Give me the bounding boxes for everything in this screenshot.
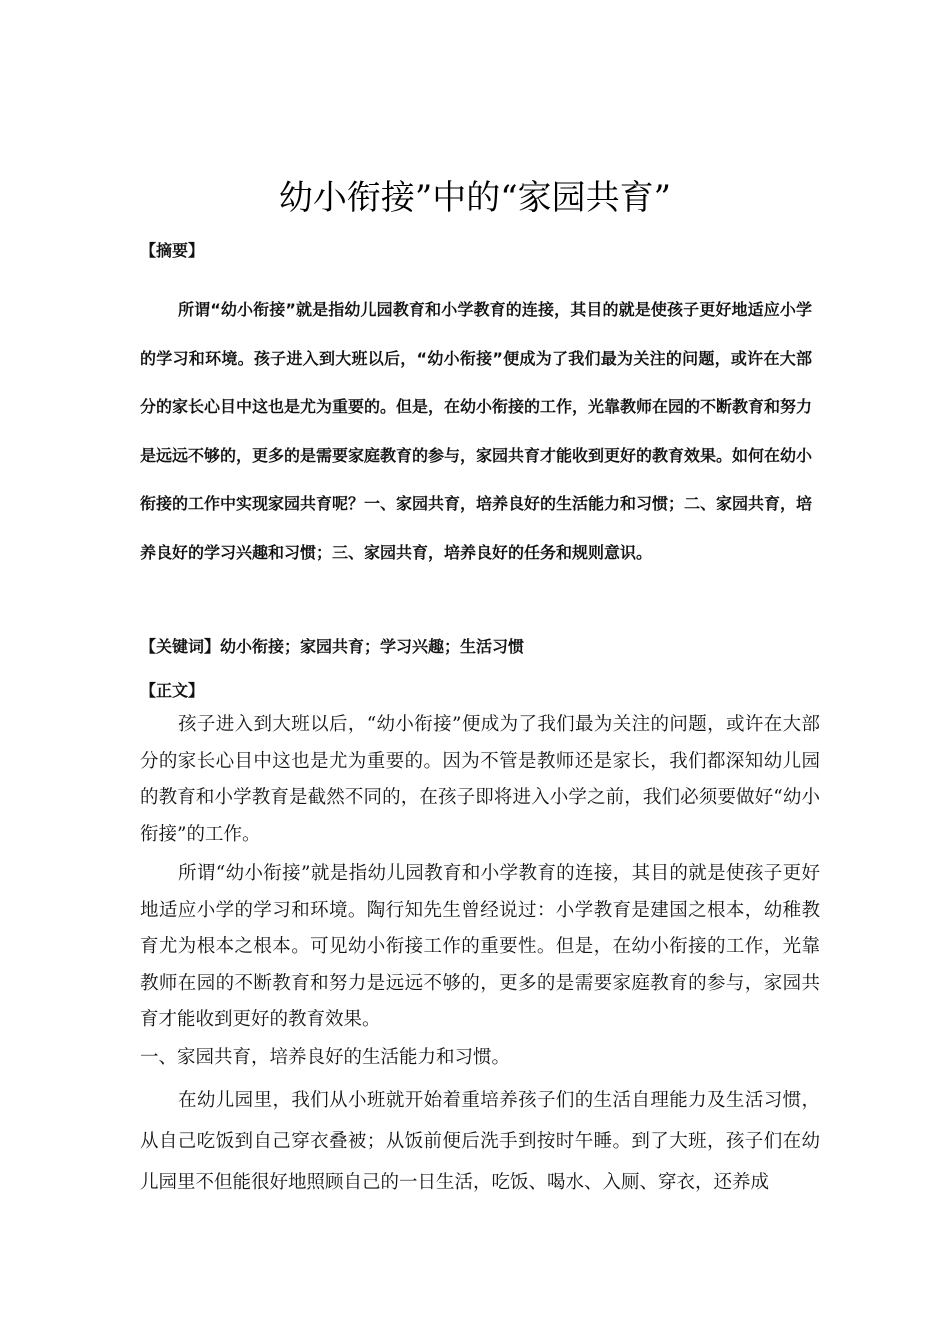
keywords-text: 幼小衔接；家园共育；学习兴趣；生活习惯 — [220, 637, 525, 656]
abstract-heading: 【摘要】 — [140, 241, 205, 260]
body-paragraph-1: 孩子进入到大班以后，“幼小衔接”便成为了我们最为关注的问题，或许在大部分的家长心目中这也是尤为重要的。因为不管是教师还是家长，我们都深知幼儿园的教育和小学教育是截然不同的，在孩子即将进入小学之前，我们必须要做好“幼小衔接”的工作。 — [140, 714, 820, 845]
body-paragraph-3: 在幼儿园里，我们从小班就开始着重培养孩子们的生活自理能力及生活习惯，从自己吃饭到自己穿衣叠被；从饭前便后洗手到按时午睡。到了大班，孩子们在幼儿园里不但能很好地照顾自己的一日生活，吃饭、喝水、入厕、穿衣，还养成 — [140, 1090, 820, 1193]
document-title: 幼小衔接”中的“家园共育” — [278, 178, 672, 218]
body-heading: 【正文】 — [140, 681, 205, 700]
keywords-line — [140, 636, 524, 658]
body-paragraph-2: 所谓“幼小衔接”就是指幼儿园教育和小学教育的连接，其目的就是使孩子更好地适应小学的学习和环境。陶行知先生曾经说过：小学教育是建国之根本，幼稚教育尤为根本之根本。可见幼小衔接工作的重要性。但是，在幼小衔接的工作，光靠教师在园的不断教育和努力是远远不够的，更多的是需要家庭教育的参与，家园共育才能收到更好的教育效果。 — [140, 863, 820, 1030]
keywords-label: 【关键词】 — [140, 637, 221, 656]
section-1-title: 一、家园共育，培养良好的生活能力和习惯。 — [140, 1047, 511, 1068]
abstract-text: 所谓“幼小衔接”就是指幼儿园教育和小学教育的连接，其目的就是使孩子更好地适应小学的学习和环境。孩子进入到大班以后，“幼小衔接”便成为了我们最为关注的问题，或许在大部分的家长心目中这也是尤为重要的。但是，在幼小衔接的工作，光靠教师在园的不断教育和努力是远远不够的，更多的是需要家庭教育的参与，家园共育才能收到更好的教育效果。如何在幼小衔接的工作中实现家园共育呢？一、家园共育，培养良好的生活能力和习惯；二、家园共育，培养良好的学习兴趣和习惯；三、家园共育，培养良好的任务和规则意识。 — [140, 300, 813, 562]
